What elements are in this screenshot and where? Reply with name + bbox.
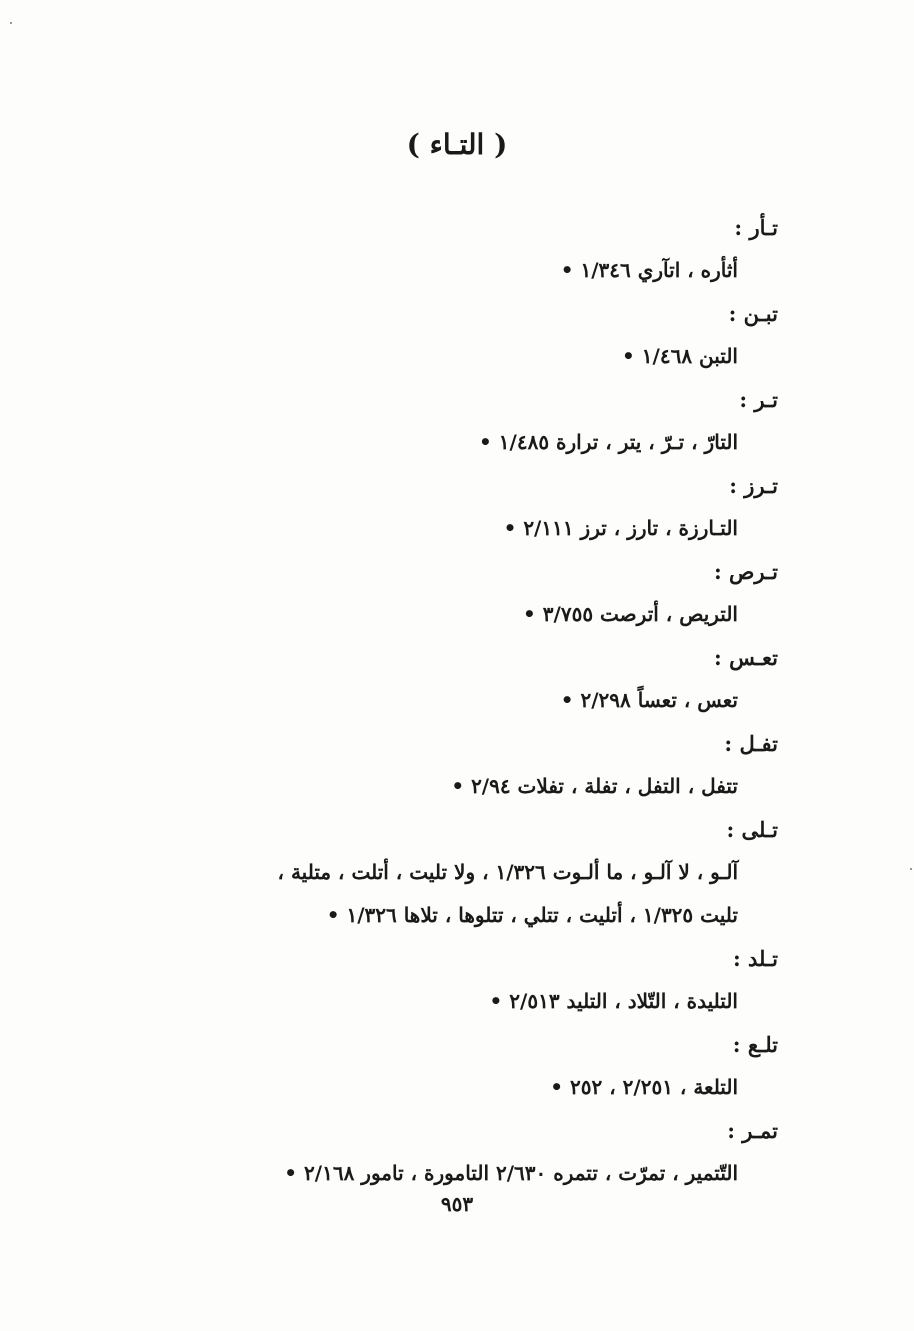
entry-item [138, 550, 778, 636]
entry-line: التارّ ، تـرّ ، يتر ، ترارة ١/٤٨٥ • [479, 430, 738, 454]
entry-list [138, 206, 778, 1195]
entry-line: تتفل ، التفل ، تفلة ، تفلات ٢/٩٤ • [451, 774, 738, 798]
entry-item [138, 378, 778, 464]
entry-item [138, 206, 778, 292]
entry-item [138, 1109, 778, 1195]
entry-root: تلـع : [732, 1032, 778, 1057]
entry-line: تليت ١/٣٢٥ ، أتليت ، تتلي ، تتلوها ، تلاها ١/٣٢٦ • [326, 903, 738, 927]
entry-root: تـرص : [713, 559, 778, 584]
entry-root: تعـس : [714, 645, 778, 670]
entry-line: التبن ١/٤٦٨ • [622, 344, 738, 368]
entry-line: التّتمير ، تمرّت ، تتمره ٢/٦٣٠ التامورة ، تامور ٢/١٦٨ • [284, 1161, 738, 1185]
entry-item [138, 722, 778, 808]
entry-item [138, 808, 778, 937]
entry-line: تعس ، تعساً ٢/٢٩٨ • [560, 688, 738, 712]
entry-item [138, 636, 778, 722]
entry-line: أثأره ، اتآري ١/٣٤٦ • [560, 258, 738, 282]
entry-root: تـرز : [729, 473, 778, 498]
entry-root: تفـل : [724, 731, 778, 756]
entry-item [138, 937, 778, 1023]
section-title: ( التـاء ) [406, 128, 508, 161]
entry-line: التريص ، أترصت ٣/٧٥٥ • [523, 602, 738, 626]
scan-speck [10, 22, 12, 24]
entry-root: تـأر : [734, 215, 778, 240]
entry-item [138, 464, 778, 550]
scan-speck [910, 868, 912, 870]
entry-root: تبـن : [728, 301, 778, 326]
entry-item [138, 1023, 778, 1109]
entry-line: آلـو ، لا آلـو ، ما ألـوت ١/٣٢٦ ، ولا تليت ، أتلت ، متلية ، [277, 860, 738, 884]
entry-item [138, 292, 778, 378]
entry-line: التـارزة ، تارز ، ترز ٢/١١١ • [503, 516, 738, 540]
entry-root: تـلد : [732, 946, 778, 971]
entry-root: تـلى : [726, 817, 778, 842]
entry-line: التلعة ، ٢/٢٥١ ، ٢٥٢ • [550, 1075, 738, 1099]
entry-root: تـر : [739, 387, 778, 412]
entry-root: تمـر : [727, 1118, 778, 1143]
page-number: ٩٥٣ [440, 1192, 474, 1216]
entry-line: التليدة ، التّلاد ، التليد ٢/٥١٣ • [489, 989, 738, 1013]
